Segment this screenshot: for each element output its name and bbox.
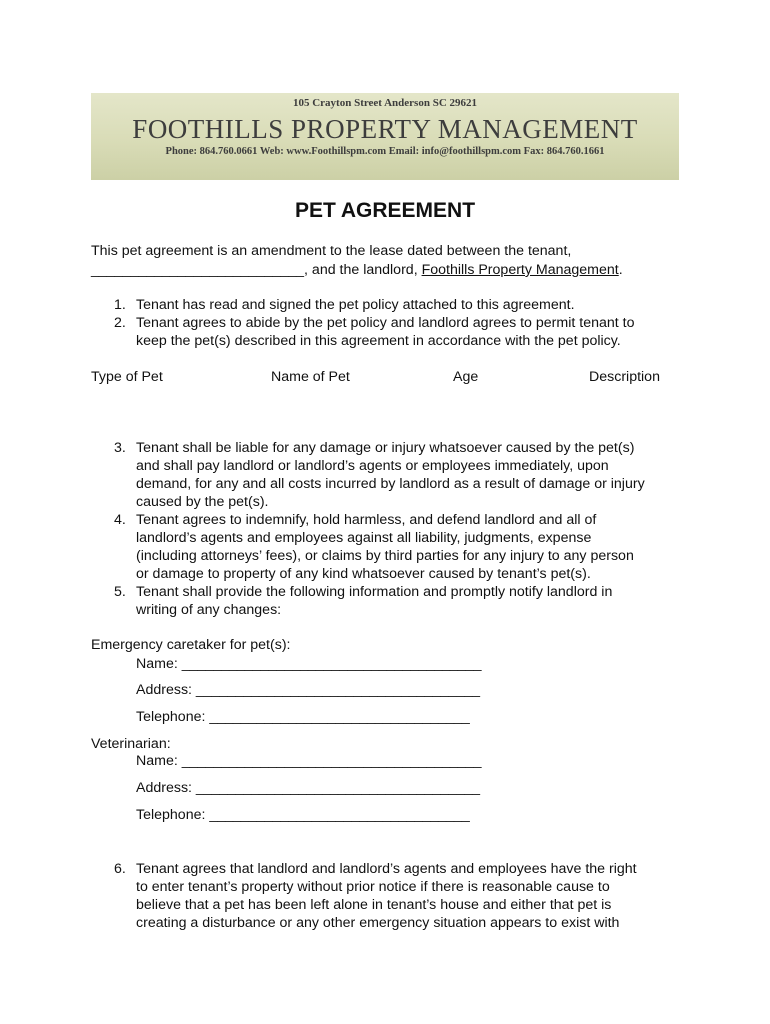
item-number: 6. xyxy=(114,861,126,877)
vet-heading: Veterinarian: xyxy=(91,736,171,752)
intro-line-2 xyxy=(91,261,623,279)
item-3-line-4: caused by the pet(s). xyxy=(136,494,269,510)
vet-address-field: Address: ____________________________________ xyxy=(136,780,480,796)
item-6-line-3: believe that a pet has been left alone in tenant’s house and either that pet is xyxy=(136,897,612,913)
item-4-line-4: or damage to property of any kind whatsoever caused by tenant’s pet(s). xyxy=(136,566,591,582)
emergency-telephone-field: Telephone: _________________________________ xyxy=(136,709,470,725)
col-age: Age xyxy=(453,369,479,385)
item-4-line-2: landlord’s agents and employees against all liability, judgments, expense xyxy=(136,530,592,546)
intro-middle: , and the landlord, xyxy=(304,262,422,278)
col-name-of-pet: Name of Pet xyxy=(271,369,350,385)
item-2-line-1: Tenant agrees to abide by the pet policy and landlord agrees to permit tenant to xyxy=(136,315,635,331)
item-5-line-1: Tenant shall provide the following information and promptly notify landlord in xyxy=(136,584,613,600)
item-6-line-2: to enter tenant’s property without prior notice if there is reasonable cause to xyxy=(136,879,610,895)
page-title: PET AGREEMENT xyxy=(294,199,476,222)
item-number: 3. xyxy=(114,440,126,456)
item-number: 2. xyxy=(114,315,126,331)
company-name: FOOTHILLS PROPERTY MANAGEMENT xyxy=(132,114,638,144)
emergency-name-field: Name: ______________________________________ xyxy=(136,656,482,672)
letterhead-contact: Phone: 864.760.0661 Web: www.Foothillspm.com Email: info@foothillspm.com Fax: 864.760.1661 xyxy=(165,146,605,157)
item-3-line-1: Tenant shall be liable for any damage or injury whatsoever caused by the pet(s) xyxy=(136,440,635,456)
vet-name-field: Name: ______________________________________ xyxy=(136,753,482,769)
emergency-address-field: Address: ____________________________________ xyxy=(136,682,480,698)
item-number: 5. xyxy=(114,584,126,600)
tenant-blank: ___________________________ xyxy=(91,262,305,278)
emergency-heading: Emergency caretaker for pet(s): xyxy=(91,637,291,653)
item-2-line-2: keep the pet(s) described in this agreement in accordance with the pet policy. xyxy=(136,333,621,349)
item-number: 1. xyxy=(114,297,126,313)
item-4-line-1: Tenant agrees to indemnify, hold harmless, and defend landlord and all of xyxy=(136,512,597,528)
item-1-text: Tenant has read and signed the pet policy attached to this agreement. xyxy=(136,297,575,313)
landlord-name: Foothills Property Management xyxy=(421,262,619,278)
col-type-of-pet: Type of Pet xyxy=(91,369,163,385)
vet-telephone-field: Telephone: _________________________________ xyxy=(136,807,470,823)
item-3-line-2: and shall pay landlord or landlord’s agents or employees immediately, upon xyxy=(136,458,609,474)
letterhead-address: 105 Crayton Street Anderson SC 29621 xyxy=(292,97,478,109)
intro-line-1: This pet agreement is an amendment to the lease dated between the tenant, xyxy=(91,243,572,259)
item-5-line-2: writing of any changes: xyxy=(136,602,282,618)
letterhead-banner xyxy=(91,93,679,180)
intro-end: . xyxy=(618,262,623,278)
col-description: Description xyxy=(589,369,660,385)
item-3-line-3: demand, for any and all costs incurred by landlord as a result of damage or injury xyxy=(136,476,645,492)
item-number: 4. xyxy=(114,512,126,528)
item-6-line-1: Tenant agrees that landlord and landlord’s agents and employees have the right xyxy=(136,861,637,877)
item-4-line-3: (including attorneys’ fees), or claims by third parties for any injury to any person xyxy=(136,548,634,564)
item-6-line-4: creating a disturbance or any other emergency situation appears to exist with xyxy=(136,915,620,931)
